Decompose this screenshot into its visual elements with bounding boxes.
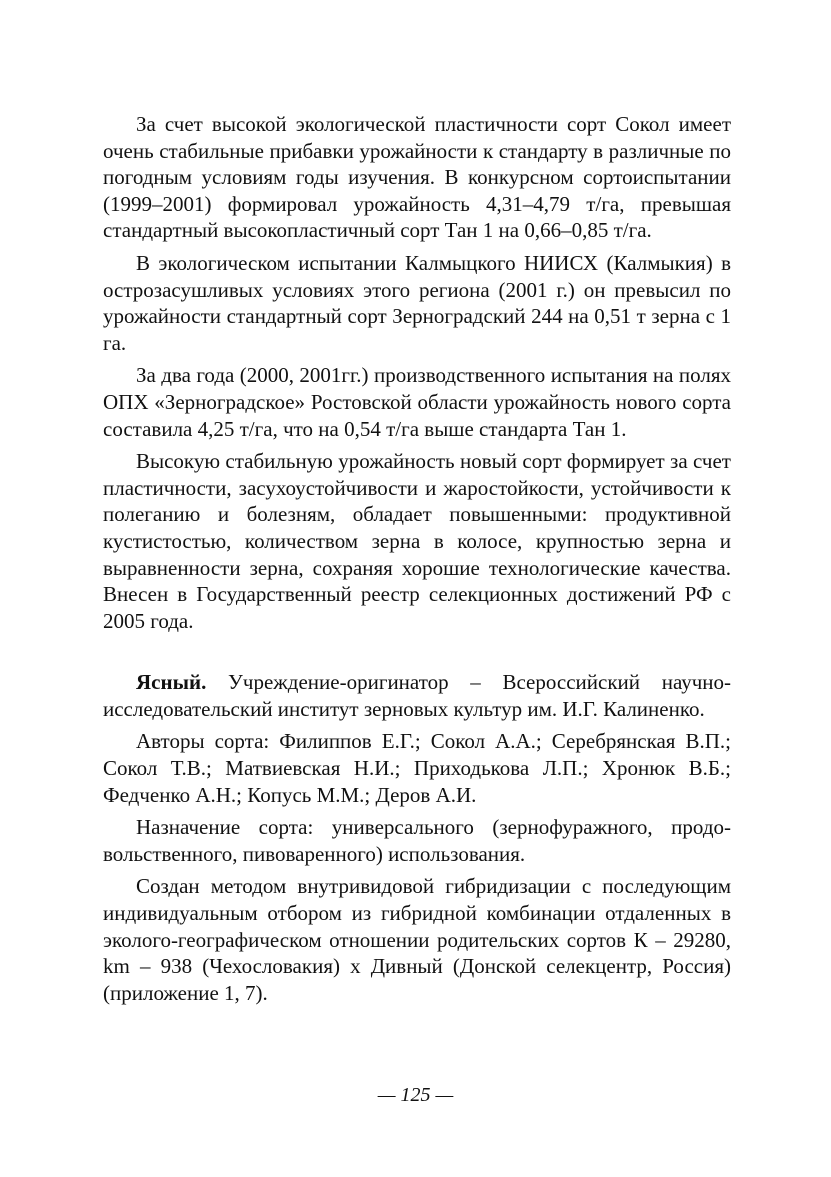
- paragraph-yasny-purpose: Назначение сорта: универсального (зернофуражного, продовольственного, пивоваренного) использования.: [103, 815, 731, 866]
- paragraph-sokol-summary: Высокую стабильную урожайность новый сорт формирует за счет пластичности, засухоустойчивости и жаростойкости, устойчивости к полеганию и болезням, обладает повышенными: продуктивной кустистостью, количеством зерна в колосе, крупностью зерна и выравненности зерна, сохраняя хорошие технологические качества. Внесен в Государственный реестр селекционных достижений РФ с 2005 года.: [103, 449, 731, 633]
- document-page: [103, 111, 731, 1006]
- variety-name-yasny: Ясный.: [136, 670, 207, 695]
- paragraph-yasny-authors: Авторы сорта: Филиппов Е.Г.; Сокол А.А.; Серебрянская В.П.; Сокол Т.В.; Матвиевская Н.И.; Приходькова Л.П.; Хронюк В.Б.; Федченко А.Н.; Копусь М.М.; Деров А.И.: [103, 729, 731, 807]
- section-sokol: [103, 111, 731, 634]
- paragraph-yasny-origin: Создан методом внутривидовой гибридизации с последующим индивидуальным отбором из гибридной комбинации отдаленных в эколого-географическом отношении родительских сортов К – 29280, km – 938 (Чехословакия) х Дивный (Донской селекцентр, Россия) (приложение 1, 7).: [103, 874, 731, 1005]
- originator-text: Учреждение-оригинатор – Всероссийский научно-исследовательский институт зерновых культур им. И.Г. Калиненко.: [103, 670, 731, 721]
- paragraph-sokol-stability: За счет высокой экологической пластичности сорт Сокол имеет очень стабильные прибавки урожайности к стандарту в различные по погодным условиям годы изучения. В конкурсном сортоиспытании (1999–2001) формировал урожайность 4,31–4,79 т/га, превышая стандартный высокопластичный сорт Тан 1 на 0,66–0,85 т/га.: [103, 112, 731, 243]
- paragraph-sokol-production-trial: За два года (2000, 2001гг.) производственного испытания на полях ОПХ «Зерноградское» Ростовской области урожайность нового сорта составила 4,25 т/га, что на 0,54 т/га выше стандарта Тан 1.: [103, 363, 731, 441]
- paragraph-sokol-ecological-trial: В экологическом испытании Калмыцкого НИИСХ (Калмыкия) в острозасушливых условиях этого региона (2001 г.) он превысил по урожайности стандартный сорт Зерноградский 244 на 0,51 т зерна с 1 га.: [103, 250, 731, 355]
- page-number: — 125 —: [377, 1084, 454, 1106]
- paragraph-yasny-originator: [103, 669, 731, 722]
- section-yasny: [103, 669, 731, 1006]
